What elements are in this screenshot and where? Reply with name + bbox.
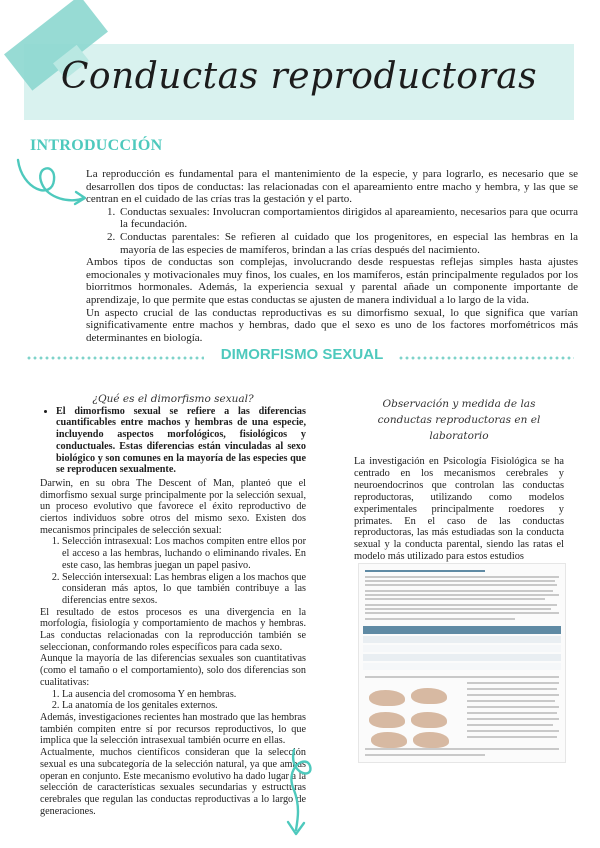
rat-illustration <box>411 688 447 704</box>
result-paragraph: El resultado de estos procesos es una divergencia en la morfología, fisiología y comportamiento de machos y hembras. Las conductas relacionadas con la reproducción también se seleccionan, conformando roles específicos para cada sexo. <box>40 606 306 653</box>
rat-illustration <box>371 732 407 748</box>
right-subheading: Observación y medida de las conductas reproductoras en el laboratorio <box>377 398 541 442</box>
figure-table-row <box>363 636 561 643</box>
females-paragraph: Además, investigaciones recientes han mostrado que las hembras también compiten entre sí por recursos reproductivos, lo que implica que la selección intrasexual también ocurre en ellas. <box>40 711 306 747</box>
current-view-paragraph: Actualmente, muchos científicos consideran que la selección sexual es una subcategoría de la selección natural, ya que ambas operan en conjunto. Este mecanismo evolutivo ha dado lugar a la selección de características sexuales secundarias y estructuras cerebrales que regulan las conductas reproductivas a lo largo de generaciones. <box>40 747 306 817</box>
figure-text-line <box>467 700 555 702</box>
swirl-arrow-icon <box>12 150 92 220</box>
figure-text-line <box>467 706 559 708</box>
figure-text-line <box>365 598 545 600</box>
right-column <box>354 396 564 563</box>
textbook-figure <box>358 563 566 763</box>
darwin-paragraph: Darwin, en su obra The Descent of Man, planteó que el dimorfismo sexual surge principalmente por la selección sexual, un proceso evolutivo que favorece el éxito reproductivo de ciertos individuos sobre otros del mismo sexo. Existen dos mecanismos principales de selección sexual: <box>40 477 306 536</box>
rat-illustration <box>369 690 405 706</box>
figure-text-line <box>365 576 559 578</box>
list-item: 1. Selección intrasexual: Los machos compiten entre ellos por el acceso a las hembras, luchando o eliminando rivales. En este caso, las hembras juegan un papel pasivo. <box>62 536 306 571</box>
figure-text-line <box>365 594 559 596</box>
intro-paragraph-1: La reproducción es fundamental para el mantenimiento de la especie, y para lograrlo, es necesario que se desarrollen dos tipos de conductas: las relacionadas con el apareamiento entre macho y hembra, y las que se centran en el cuidado de las crías tras la gestación y el parto. <box>86 168 578 206</box>
figure-text-line <box>467 688 557 690</box>
qualitative-paragraph: Aunque la mayoría de las diferencias sexuales son cuantitativas (como el tamaño o el comportamiento), solo dos diferencias son cualitativas: <box>40 653 306 688</box>
lab-paragraph: La investigación en Psicología Fisiológica se ha centrado en los mecanismos cerebrales y neuroendocrinos que controlan las conductas reproductoras, utilizando como modelos experimentales principalmente roedores y primates. En el caso de las conductas reproductoras, las más estudiadas son la conducta sexual y la conducta parental, siendo las ratas el modelo más utilizado para estos estudios <box>354 456 564 563</box>
figure-table-row <box>363 663 561 670</box>
left-subheading: ¿Qué es el dimorfismo sexual? <box>92 393 254 405</box>
list-item: 1. Conductas sexuales: Involucran comportamientos dirigidos al apareamiento, necesarios para que ocurra la fecundación. <box>118 206 578 231</box>
list-item: 2. Conductas parentales: Se refieren al cuidado que los progenitores, en especial las hembras en la mayoría de las especies de mamíferos, brindan a las crías después del nacimiento. <box>118 231 578 256</box>
figure-caption-line <box>365 570 485 572</box>
rat-illustration <box>369 712 405 728</box>
figure-text-line <box>467 682 559 684</box>
figure-text-line <box>365 676 559 678</box>
curl-arrow-icon <box>254 744 334 844</box>
rat-illustration <box>413 732 449 748</box>
figure-text-line <box>467 730 559 732</box>
figure-text-line <box>365 612 559 614</box>
dotted-divider-left <box>26 356 204 360</box>
intro-list <box>86 206 578 256</box>
rat-illustration <box>411 712 447 728</box>
list-item: 1. La ausencia del cromosoma Y en hembras. <box>62 689 306 701</box>
figure-text-line <box>365 580 555 582</box>
intro-paragraph-2: Ambos tipos de conductas son complejas, involucrando desde respuestas reflejas simples hasta ajustes emocionales y motivacionales muy finos, los cuales, en los mamíferos, están principalmente regulados por los biorritmos hormonales. Además, la experiencia sexual y parental añade un componente importante de aprendizaje, lo que permite que estas conductas se ajusten de manera individual a lo largo de la vida. <box>86 256 578 306</box>
figure-table-header <box>363 626 561 634</box>
list-item: 2. La anatomía de los genitales externos. <box>62 700 306 712</box>
page-title: Conductas reproductoras <box>60 56 538 97</box>
figure-text-line <box>467 724 553 726</box>
figure-text-line <box>365 754 485 756</box>
figure-text-line <box>365 590 553 592</box>
dotted-divider-right <box>398 356 574 360</box>
figure-text-line <box>365 618 515 620</box>
figure-table-row <box>363 645 561 652</box>
figure-text-line <box>365 748 559 750</box>
figure-table-row <box>363 654 561 661</box>
intro-text <box>86 168 578 344</box>
selection-list <box>40 536 306 606</box>
intro-heading: INTRODUCCIÓN <box>30 137 163 154</box>
figure-text-line <box>467 712 557 714</box>
figure-text-line <box>365 584 557 586</box>
figure-text-line <box>467 736 557 738</box>
qualitative-list <box>40 689 306 712</box>
dimorfismo-heading: DIMORFISMO SEXUAL <box>220 346 384 363</box>
definition-bullet: • El dimorfismo sexual se refiere a las diferencias cuantificables entre machos y hembras de una especie, incluyendo aspectos morfológicos, fisiológicos y conductuales. Estas diferencias están vinculadas al sexo biológico y son comunes en la mayoría de las especies que se reproducen sexualmente. <box>56 406 306 476</box>
definition-bullet-list <box>40 406 306 476</box>
list-item: 2. Selección intersexual: Las hembras eligen a los machos que consideran más aptos, lo que también contribuye a las diferencias entre sexos. <box>62 572 306 607</box>
figure-text-line <box>467 718 559 720</box>
figure-text-line <box>365 604 557 606</box>
intro-paragraph-3: Un aspecto crucial de las conductas reproductivas es su dimorfismo sexual, lo que significa que varían significativamente entre machos y hembras, dado que el sexo es uno de los factores morfométricos más determinantes en biología. <box>86 306 578 344</box>
figure-text-line <box>365 608 551 610</box>
figure-text-line <box>467 694 559 696</box>
